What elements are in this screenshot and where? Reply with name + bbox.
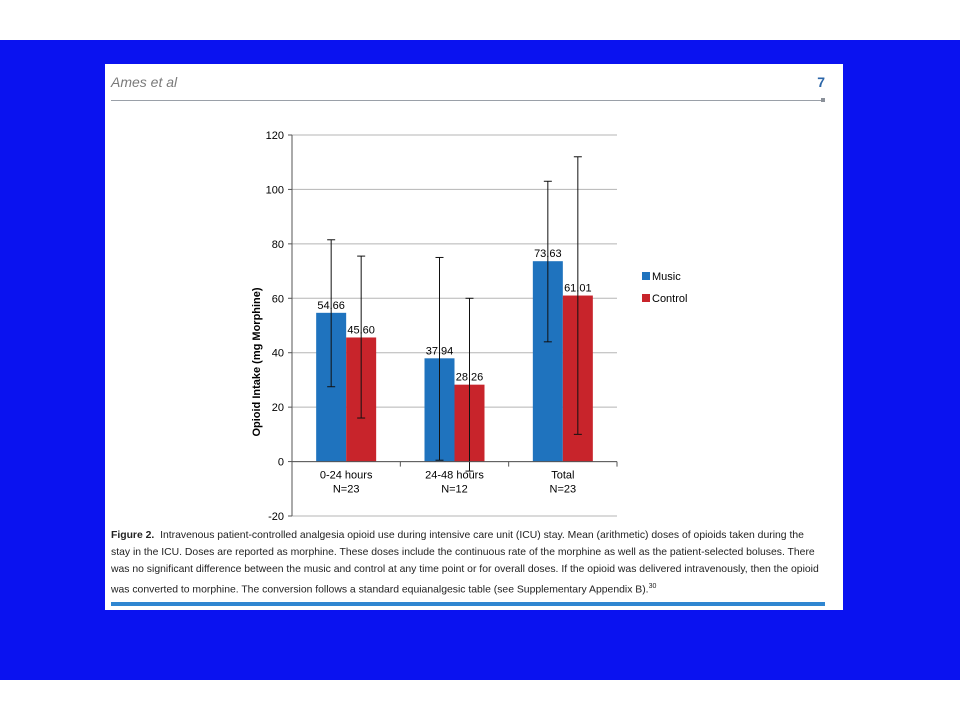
y-tick-label: 0 bbox=[277, 456, 284, 469]
running-head: Ames et al bbox=[111, 74, 178, 90]
y-tick-label: 40 bbox=[271, 347, 284, 360]
legend bbox=[642, 271, 687, 305]
x-tick-label-n: N=23 bbox=[332, 483, 360, 496]
page-number: 7 bbox=[817, 74, 825, 90]
legend-label-music: Music bbox=[652, 271, 681, 283]
data-label: 37.94 bbox=[425, 345, 454, 358]
data-label: 54.66 bbox=[317, 299, 345, 312]
y-tick-label: 100 bbox=[265, 184, 284, 197]
x-tick-label: 0-24 hours bbox=[319, 469, 373, 482]
data-label: 28.26 bbox=[455, 371, 484, 384]
y-tick-label: -20 bbox=[268, 511, 284, 523]
caption-reference: 30 bbox=[648, 583, 657, 590]
y-tick-label: 60 bbox=[271, 293, 284, 306]
x-tick-label: 24-48 hours bbox=[425, 469, 484, 482]
caption-text: Intravenous patient-controlled analgesia opioid use during intensive care unit (ICU) stay. Mean (arithmetic) doses of opioids taken during the stay in the ICU. Doses are reported as morphine. These doses include the continuous rate of the morphine as well as the patient-selected boluses. There was no significant difference between the music and control at any time point or for overall doses. If the opioid was delivered intravenously, then the opioid was converted to morphine. The conversion follows a standard equianalgesic table (see Supplementary Appendix B). bbox=[111, 530, 819, 596]
caption-label: Figure 2. bbox=[111, 530, 155, 541]
y-tick-label: 20 bbox=[271, 402, 284, 415]
bar-chart bbox=[105, 64, 843, 524]
y-axis-label: Opioid Intake (mg Morphine) bbox=[251, 287, 263, 437]
x-tick-label-n: N=23 bbox=[549, 483, 577, 496]
figure-caption bbox=[111, 527, 823, 598]
x-tick-label-n: N=12 bbox=[441, 483, 468, 496]
y-tick-label: 80 bbox=[271, 238, 284, 251]
legend-swatch-control bbox=[642, 294, 650, 302]
legend-label-control: Control bbox=[652, 293, 688, 305]
bottom-rule bbox=[111, 602, 825, 606]
data-label: 73.63 bbox=[534, 248, 562, 261]
figure-page bbox=[105, 64, 843, 610]
data-label: 61.01 bbox=[564, 282, 592, 295]
bars bbox=[316, 261, 593, 461]
data-label: 45.60 bbox=[347, 324, 375, 337]
legend-swatch-music bbox=[642, 272, 650, 280]
y-tick-label: 120 bbox=[265, 130, 284, 142]
x-tick-label: Total bbox=[551, 469, 575, 482]
